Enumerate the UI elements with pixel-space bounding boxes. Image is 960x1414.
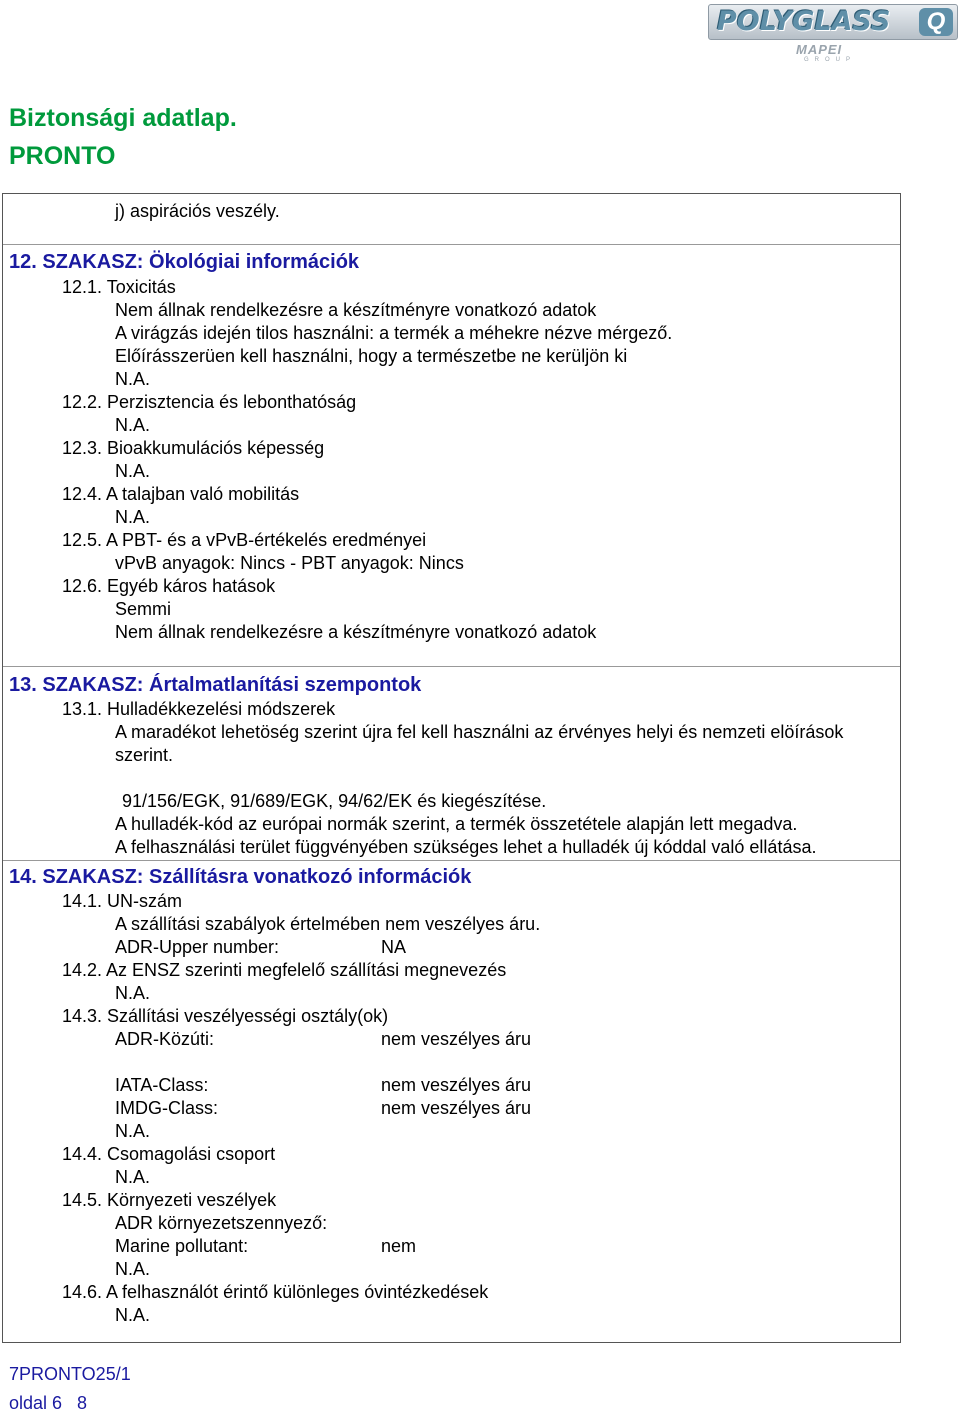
text-line: N.A. <box>115 1259 151 1279</box>
text-line: Előírásszerüen kell használni, hogy a természetbe ne kerüljön ki <box>115 346 628 366</box>
subsection-heading: 12.3. Bioakkumulációs képesség <box>62 438 325 458</box>
text-line: N.A. <box>115 461 151 481</box>
text-line: A szállítási szabályok értelmében nem veszélyes áru. <box>115 914 541 934</box>
subsection-heading: 14.3. Szállítási veszélyességi osztály(ok) <box>62 1006 389 1026</box>
subsection-heading: 14.4. Csomagolási csoport <box>62 1144 276 1164</box>
text-line: N.A. <box>115 1167 151 1187</box>
text-line: A virágzás idején tilos használni: a termék a méhekre nézve mérgező. <box>115 323 673 343</box>
product-name: PRONTO <box>9 142 116 170</box>
subsection-heading: 12.2. Perzisztencia és lebonthatóság <box>62 392 357 412</box>
section-divider <box>3 244 900 245</box>
logo-group: GROUP <box>804 57 857 63</box>
text-line: A hulladék-kód az európai normák szerint, a termék összetétele alapján lett megadva. <box>115 814 798 834</box>
subsection-heading: 12.1. Toxicitás <box>62 277 176 297</box>
document-title: Biztonsági adatlap. <box>9 104 237 132</box>
field-label: ADR-Közúti: <box>115 1029 215 1049</box>
document-code: 7PRONTO25/1 <box>9 1364 131 1384</box>
field-label: ADR-Upper number: <box>115 937 280 957</box>
subsection-heading: 14.5. Környezeti veszélyek <box>62 1190 277 1210</box>
section-12-heading: 12. SZAKASZ: Ökológiai információk <box>9 251 360 273</box>
text-line: Nem állnak rendelkezésre a készítményre vonatkozó adatok <box>115 300 597 320</box>
field-label: Marine pollutant: <box>115 1236 249 1256</box>
subsection-heading: 12.5. A PBT- és a vPvB-értékelés eredményei <box>62 530 427 550</box>
subsection-heading: 14.6. A felhasználót érintő különleges óvintézkedések <box>62 1282 489 1302</box>
text-line: Semmi <box>115 599 172 619</box>
text-line: szerint. <box>115 745 174 765</box>
text-line: N.A. <box>115 983 151 1003</box>
section-14-heading: 14. SZAKASZ: Szállításra vonatkozó információk <box>9 866 472 888</box>
field-label: ADR környezetszennyező: <box>115 1213 328 1233</box>
text-line: A maradékot lehetöség szerint újra fel kell használni az érvényes helyi és nemzeti elöírások <box>115 722 844 742</box>
subsection-heading: 12.6. Egyéb káros hatások <box>62 576 276 596</box>
subsection-heading: 12.4. A talajban való mobilitás <box>62 484 300 504</box>
page-number: oldal 6 8 <box>9 1393 88 1413</box>
field-value: NA <box>381 937 407 957</box>
subsection-heading: 14.1. UN-szám <box>62 891 183 911</box>
text-line: j) aspirációs veszély. <box>115 201 280 221</box>
field-label: IATA-Class: <box>115 1075 209 1095</box>
section-divider <box>3 860 900 861</box>
text-line: vPvB anyagok: Nincs - PBT anyagok: Nincs <box>115 553 464 573</box>
section-divider <box>3 666 900 667</box>
text-line: 91/156/EGK, 91/689/EGK, 94/62/EK és kiegészítése. <box>122 791 547 811</box>
subsection-heading: 13.1. Hulladékkezelési módszerek <box>62 699 336 719</box>
logo-text: POLYGLASS <box>717 6 891 37</box>
logo-subbrand: MAPEI <box>796 42 843 57</box>
field-value: nem veszélyes áru <box>381 1075 532 1095</box>
text-line: N.A. <box>115 415 151 435</box>
field-value: nem veszélyes áru <box>381 1029 532 1049</box>
section-13-heading: 13. SZAKASZ: Ártalmatlanítási szempontok <box>9 674 422 696</box>
field-value: nem <box>381 1236 417 1256</box>
text-line: N.A. <box>115 507 151 527</box>
text-line: Nem állnak rendelkezésre a készítményre vonatkozó adatok <box>115 622 597 642</box>
polyglass-logo <box>708 4 958 62</box>
logo-banner <box>708 4 958 40</box>
text-line: N.A. <box>115 1305 151 1325</box>
text-line: N.A. <box>115 369 151 389</box>
field-value: nem veszélyes áru <box>381 1098 532 1118</box>
logo-q-badge: Q <box>919 8 953 36</box>
field-label: IMDG-Class: <box>115 1098 218 1118</box>
text-line: A felhasználási terület függvényében szükséges lehet a hulladék új kóddal való ellátása. <box>115 837 817 857</box>
subsection-heading: 14.2. Az ENSZ szerinti megfelelő szállítási megnevezés <box>62 960 507 980</box>
text-line: N.A. <box>115 1121 151 1141</box>
